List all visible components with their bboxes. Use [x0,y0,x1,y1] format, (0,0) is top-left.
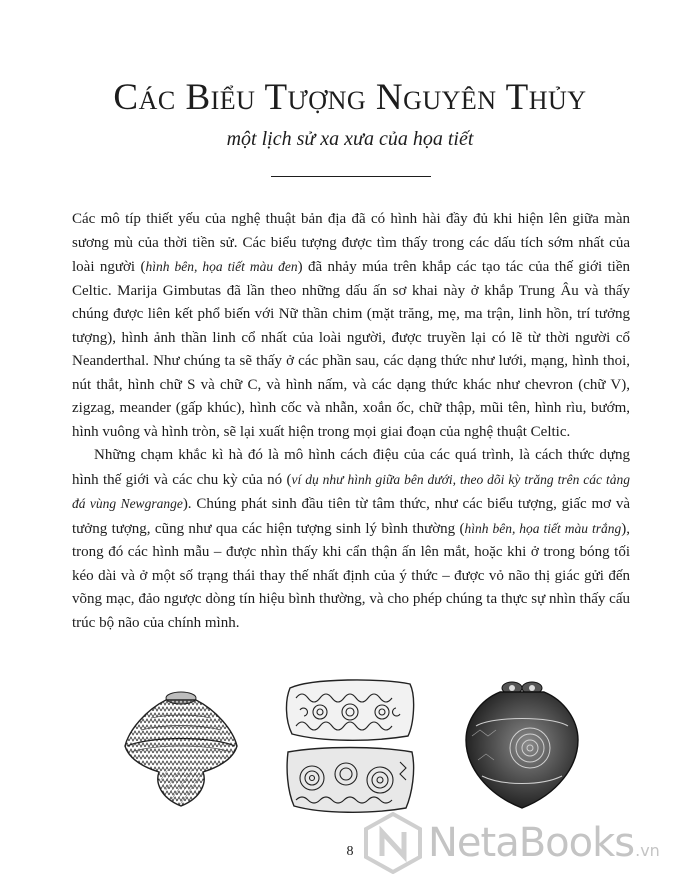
netabooks-watermark [362,808,700,878]
figure-caption-reference: hình bên, họa tiết màu trắng [464,520,622,536]
body-text [72,208,630,635]
figure-caption-reference: ví dụ như hình giữa bên dưới, theo dõi kỳ trăng trên các tảng đá vùng Newgrange [72,471,631,511]
title-divider [271,176,431,177]
body-paragraph [72,444,630,635]
netabooks-logo-icon [362,812,424,874]
body-paragraph [72,208,630,444]
paragraph-text: ). Chúng phát sinh đầu tiên từ tâm thức, như các biểu tượng, giấc mơ và tưởng tượng, cũng như qua các hiện tượng sinh lý bình thường ( [72,496,630,537]
paragraph-text: Những chạm khắc kì hà đó là mô hình cách điệu của các quá trình, là cách thức dựng hình thế giới và các chu kỳ của nó ( [72,447,630,488]
newgrange-stone-carvings-illustration [282,676,418,816]
paragraph-text: Các mô típ thiết yếu của nghệ thuật bản địa đã có hình hài đầy đủ khi hiện lên giữa màn sương mù của thời tiền sử. Các biểu tượng được tìm thấy trong các dấu tích sớm nhất của loài người ( [72,211,630,275]
page-number: 8 [346,844,354,859]
figure-caption-reference: hình bên, họa tiết màu đen [145,259,298,274]
carved-pot-right-illustration [462,676,582,812]
watermark-tld: .vn [635,840,660,860]
page-title: Các Biểu Tượng Nguyên Thủy [113,77,587,118]
paragraph-text: ) đã nhảy múa trên khắp các tạo tác của thế giới tiền Celtic. Marija Gimbutas đã lần theo những dấu ấn sơ khai này ở khắp Trung Âu và thấy chúng được liên kết phổ biến với Nữ thần chim (mặt trăng, mẹ, ma trận, linh hồn, trí tưởng tượng), hình ảnh thần linh cổ nhất của loài người, được truyền lại có lẽ từ thời người cổ Neanderthal. Như chúng ta sẽ thấy ở các phần sau, các dạng thức như lưới, mạng, hình thoi, nút thắt, hình chữ S và chữ C, và hình nấm, và các dạng thức khác như chevron (chữ V), zigzag, meander (gấp khúc), hình cốc và nhẫn, xoắn ốc, chữ thập, mũi tên, hình rìu, bướm, hình vuông và hình tròn, sẽ lại xuất hiện trong mọi giai đoạn của nghệ thuật Celtic. [72,259,630,440]
paragraph-text: ), trong đó các hình mẫu – được nhìn thấy khi cẩn thận ấn lên mắt, hoặc khi ở trong bóng tối kéo dài và ở một số trạng thái thay thế nhất định của ý thức – được vỏ não thị giác gửi đến võng mạc, đảo ngược dòng tín hiệu bình thường, và cho phép chúng ta thực sự nhìn thấy cấu trúc bộ não của chính mình. [72,520,630,631]
page-subtitle: một lịch sử xa xưa của họa tiết [226,128,474,150]
watermark-brand: NetaBooks [428,820,635,866]
carved-pot-left-illustration [121,688,241,810]
